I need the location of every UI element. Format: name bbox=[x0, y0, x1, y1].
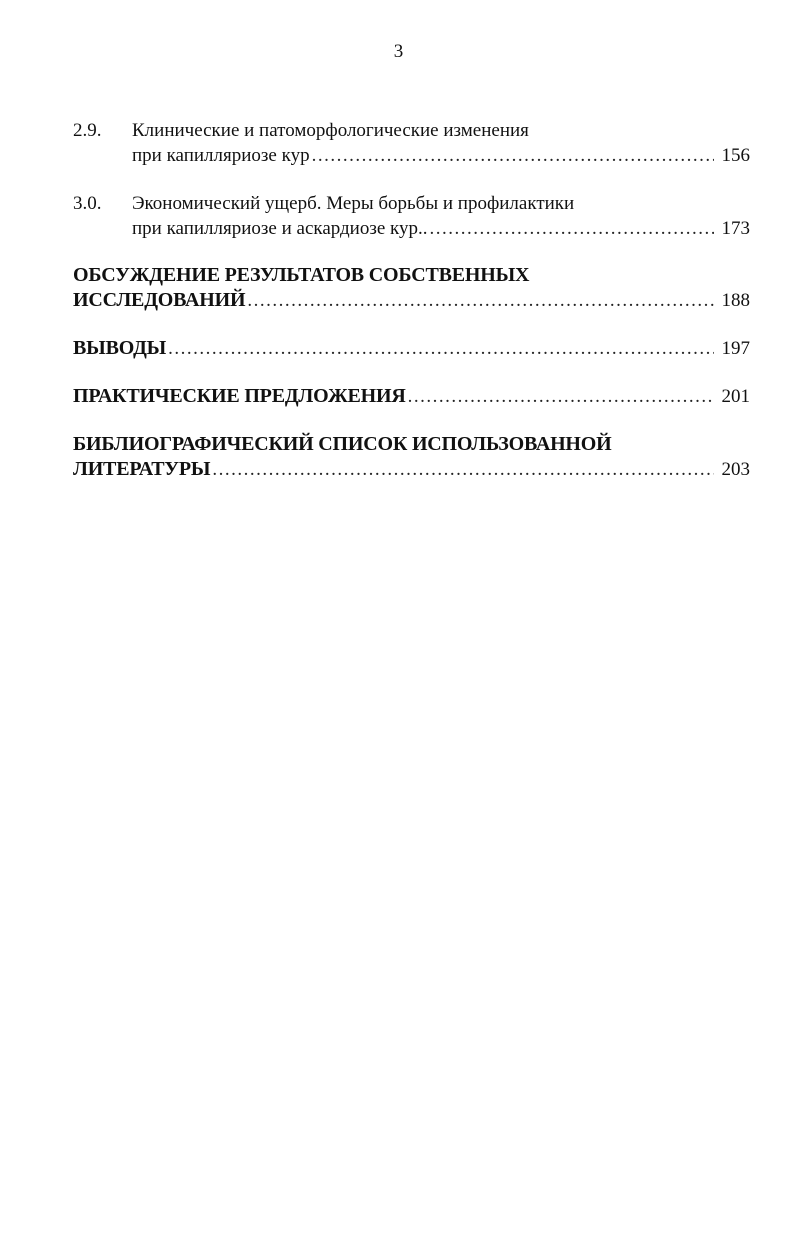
toc-entry-page: 156 bbox=[721, 145, 750, 166]
toc-entry-heading-line bbox=[73, 432, 750, 457]
toc-entry-continuation-line bbox=[73, 457, 750, 482]
toc-entry-heading-line bbox=[73, 263, 750, 288]
toc-entry-title: Клинические и патоморфологические изменения bbox=[132, 120, 529, 141]
toc-entry-page: 173 bbox=[721, 218, 750, 239]
toc-entry-title-continuation: ИССЛЕДОВАНИЙ bbox=[73, 289, 246, 311]
toc-entry-page: 188 bbox=[721, 290, 750, 311]
toc-entry-title: ОБСУЖДЕНИЕ РЕЗУЛЬТАТОВ СОБСТВЕННЫХ bbox=[73, 264, 530, 286]
toc-entry-3-0 bbox=[73, 191, 750, 241]
toc-entry-heading-line bbox=[73, 384, 750, 409]
dot-leader bbox=[430, 216, 714, 241]
toc-entry-heading-line bbox=[73, 191, 750, 216]
toc-entry-page: 203 bbox=[721, 459, 750, 480]
toc-entry-number: 2.9. bbox=[73, 120, 102, 141]
toc-entry-title-continuation: при капилляриозе кур bbox=[132, 145, 310, 166]
toc-entry-continuation-line bbox=[73, 216, 750, 241]
toc-entry-page: 201 bbox=[721, 386, 750, 407]
toc-entry-title-continuation: при капилляриозе и аскардиозе кур.. bbox=[132, 218, 428, 239]
toc-entry-title: ПРАКТИЧЕСКИЕ ПРЕДЛОЖЕНИЯ bbox=[73, 385, 406, 407]
toc-entry-continuation-line bbox=[73, 143, 750, 168]
page-number: 3 bbox=[393, 41, 404, 62]
toc-entry-number: 3.0. bbox=[73, 193, 102, 214]
toc-entry-2-9 bbox=[73, 118, 750, 168]
toc-entry-title: ВЫВОДЫ bbox=[73, 337, 167, 359]
toc-entry-practical-proposals bbox=[73, 384, 750, 409]
toc-entry-conclusions bbox=[73, 336, 750, 361]
toc-entry-continuation-line bbox=[73, 288, 750, 313]
dot-leader bbox=[212, 457, 714, 482]
toc-entry-heading-line bbox=[73, 118, 750, 143]
toc-entry-page: 197 bbox=[721, 338, 750, 359]
dot-leader bbox=[168, 336, 714, 361]
toc-entry-title: Экономический ущерб. Меры борьбы и профилактики bbox=[132, 193, 575, 214]
dot-leader bbox=[312, 143, 714, 168]
dot-leader bbox=[247, 288, 714, 313]
dot-leader bbox=[408, 384, 714, 409]
toc-entry-title-continuation: ЛИТЕРАТУРЫ bbox=[73, 458, 211, 480]
toc-entry-discussion bbox=[73, 263, 750, 313]
toc-entry-bibliography bbox=[73, 432, 750, 482]
toc-entry-heading-line bbox=[73, 336, 750, 361]
toc-entry-title: БИБЛИОГРАФИЧЕСКИЙ СПИСОК ИСПОЛЬЗОВАННОЙ bbox=[73, 433, 612, 455]
